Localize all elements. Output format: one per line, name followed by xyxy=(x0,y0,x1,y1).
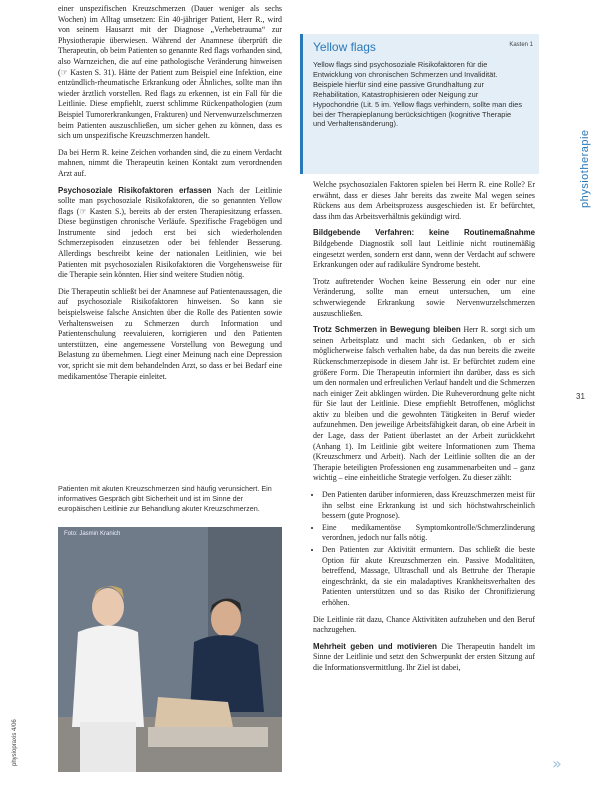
paragraph xyxy=(313,642,535,674)
yellow-flags-box xyxy=(300,34,539,174)
section-heading: Psychosoziale Risikofaktoren erfassen xyxy=(58,185,212,195)
paragraph xyxy=(313,325,535,484)
box-body: Yellow flags sind psychosoziale Risikofaktoren für die Entwicklung von chronischen Schmerzen und Invalidität. Beispiele hierfür sind eine passive Grundhaltung zur Rehabilitation, Katastrophisieren oder Neigung zur Hypochondrie (Lit. 5 im. Yellow flags verhindern, sollte man dies bei der Therapieplanung berücksichtigen (kognitive Therapie und Verhaltensänderung). xyxy=(313,60,523,129)
box-title: Yellow flags xyxy=(313,40,376,54)
page-number: 31 xyxy=(576,392,585,401)
paragraph: Welche psychosozialen Faktoren spielen bei Herrn R. eine Rolle? Er erwähnt, dass er dieses Jahr bereits das zweite Mal wegen seines Rückens aus dem Arbeitsprozess ausgeschieden ist. Er befürchtet, dass ihm das Arbeitsverhältnis gekündigt wird. xyxy=(313,180,535,221)
paragraph-text: Herr R. sorgt sich um seinen Arbeitsplatz und macht sich Gedanken, ob er sich möglicherweise falsch verhalten habe, da das nun bereits die zweite Rückenschmerzepisode in diesem Jahr ist. Er befürchtet zudem eine größere Form. Die Therapeutin informiert ihn darüber, dass es sich um den normalen und erfreulichen Verlauf handelt und die Schmerzen nach einiger Zeit abklingen würden. Die Ruheverordnung gelte nicht für Sie laut der Leitlinie. Diese empfiehlt Betroffenen, möglichst aktiv zu bleiben und die gewohnten Tätigkeiten in Beruf wieder aufzunehmen. Den jeweilige Arbeitsfähigkeit daran, ob eine Arbeit in der Lage, dass der Patient überlastet an der Arbeit zurückkehrt (Anhang 1). Im Leitlinie gibt weitere Informationen zum Thema (Kreuzschmerz und Arbeit). Nach der Leitlinie sollten die an der Therapie beteiligten Professionen eng zusammenarbeiten und – ganz wichtig – eine einheitliche Strategie verfolgen. Zu dieser zählt: xyxy=(313,325,535,483)
box-tag: Kasten 1 xyxy=(509,42,533,48)
left-column xyxy=(58,4,282,388)
paragraph: einer unspezifischen Kreuzschmerzen (Dauer weniger als sechs Wochen) im Alltag umsetzen: Ein 40-jähriger Patient, Herr R., wird von seinem Hausarzt mit der Diagnose „Verhebetrauma“ zur Physiotherapie überwiesen. Während der Anamnese überprüft die Therapeutin, ob beim Patienten so genannte Red flags vorhanden sind, also Warnzeichen, die auf eine pathologische Veränderung hinweisen (☞ Kasten S. 31). Hätte der Patient zum Beispiel eine Infektion, eine entzündlich-rheumatische Erkrankung oder Ähnliches, sollte man ihn wieder ärztlich vorstellen. Red flags zu erkennen, ist ein Fall für die Leitlinie. Diese empfiehlt, zuerst schlimme Rückenpathologien (zum Beispiel Tumorerkrankungen, Frakturen) und Nervenwurzelschmerzen beim Patienten auszuschließen, um sicher gehen zu können, dass es sich um unspezifische Kreuzschmerzen handelt. xyxy=(58,4,282,141)
photo-credit: Foto: Jasmin Kranich xyxy=(64,531,121,537)
paragraph: Die Leitlinie rät dazu, Chance Aktivitäten aufzuheben und den Beruf nachzugehen. xyxy=(313,614,535,635)
consultation-photo xyxy=(58,527,282,772)
section-heading: Trotz Schmerzen in Bewegung bleiben xyxy=(313,325,461,335)
next-page-icon: » xyxy=(552,754,562,773)
paragraph: Da bei Herrn R. keine Zeichen vorhanden sind, die zu einem Verdacht mahnen, nimmt die Therapeutin keinen Kontakt zum verordnenden Arzt auf. xyxy=(58,147,282,178)
paragraph-text: Nach der Leitlinie sollte man psychosoziale Risikofaktoren, die so genannten Yellow flags (☞ Kasten S.), bereits ab der ersten Therapiesitzung erfassen. Diese begünstigen chronische Verläufe. Spezifische Fragebögen und Instrumente sind jedoch erst bei sich wiederholenden Schmerzepisoden einzusetzen oder bei fehlender Besserung. Allerdings beschreibt keine der nationalen Leitlinien, wie bei Patienten mit psychosozialen Risikofaktoren die Vorgehensweise für die Therapie sein könnten. Hier sind weitere Studien nötig. xyxy=(58,185,283,280)
paragraph-text: Bildgebende Diagnostik soll laut Leitlinie nicht routinemäßig eingesetzt werden, sondern erst dann, wenn der Verdacht auf schwere Erkrankungen oder auf radikuläre Syndrome besteht. xyxy=(313,238,535,270)
list-item: • Den Patienten zur Aktivität ermuntern. Das schließt die beste Option für akute Kreuzschmerzen ein. Passive Modalitäten, betreffend, Massage, Ultraschall und als Bettruhe der Therapie eingeschränkt, da sie ein maladaptives Krankheitsverhalten des Patienten unterstützen und so das Risiko der Chronifizierung erhöhen. xyxy=(322,545,535,609)
section-heading: Bildgebende Verfahren: keine Routinemaßnahme xyxy=(313,228,535,238)
section-side-tab xyxy=(565,118,591,208)
paragraph: Trotz auftretender Wochen keine Besserung ein oder nur eine Veränderung, sollte man erneut untersuchen, um eine schwerwiegende Erkrankung sowie Nervenwurzelschmerzen auszuschließen. xyxy=(313,276,535,318)
list-item: • Eine medikamentöse Symptomkontrolle/Schmerzlinderung verordnen, jedoch nur falls nötig. xyxy=(322,523,535,544)
paragraph xyxy=(58,186,282,281)
paragraph xyxy=(313,228,535,270)
side-credit xyxy=(2,676,18,766)
photo-caption: Patienten mit akuten Kreuzschmerzen sind häufig verunsichert. Ein informatives Gespräch gibt Sicherheit und ist im Sinne der europäischen Leitlinie zur Behandlung akuter Kreuzschmerzen. xyxy=(58,484,272,513)
paragraph: Die Therapeutin schließt bei der Anamnese auf Patientenaussagen, die auf psychosoziale Risikofaktoren hinweisen. So kann sie beispielsweise falsche Ansichten über die Rolle des Patienten sowie Verhaltensweisen zu Schmerzen durch Information und Patientenschulung reevaluieren, korrigieren und den Patienten unterstützen, eine angemessene Vorstellung von Bewegung und Belastung zu übernehmen. Liegt einer Meinung nach eine Depression vor, spricht sie mit dem behandelnden Arzt, so dass er bei Bedarf eine medikamentöse Therapie einleitet. xyxy=(58,286,282,381)
list-item: • Den Patienten darüber informieren, dass Kreuzschmerzen meist für ihn selbst eine Erkrankung ist und sich höchstwahrscheinlich bessern (gute Prognose). xyxy=(322,490,535,522)
side-tab-label: physiotherapie xyxy=(579,129,591,208)
right-column xyxy=(313,180,535,680)
paragraph-text: Die Therapeutin handelt im Sinne der Leitlinie und setzt den Schwerpunkt der ersten Sitzung auf die Informationsvermittlung. Ihr Ziel ist dabei, xyxy=(313,641,535,672)
strategy-list xyxy=(313,490,535,609)
side-credit-label: physiopraxis 4/06 xyxy=(12,719,18,766)
section-heading: Mehrheit geben und motivieren xyxy=(313,641,437,651)
photo-illustration xyxy=(58,527,282,772)
